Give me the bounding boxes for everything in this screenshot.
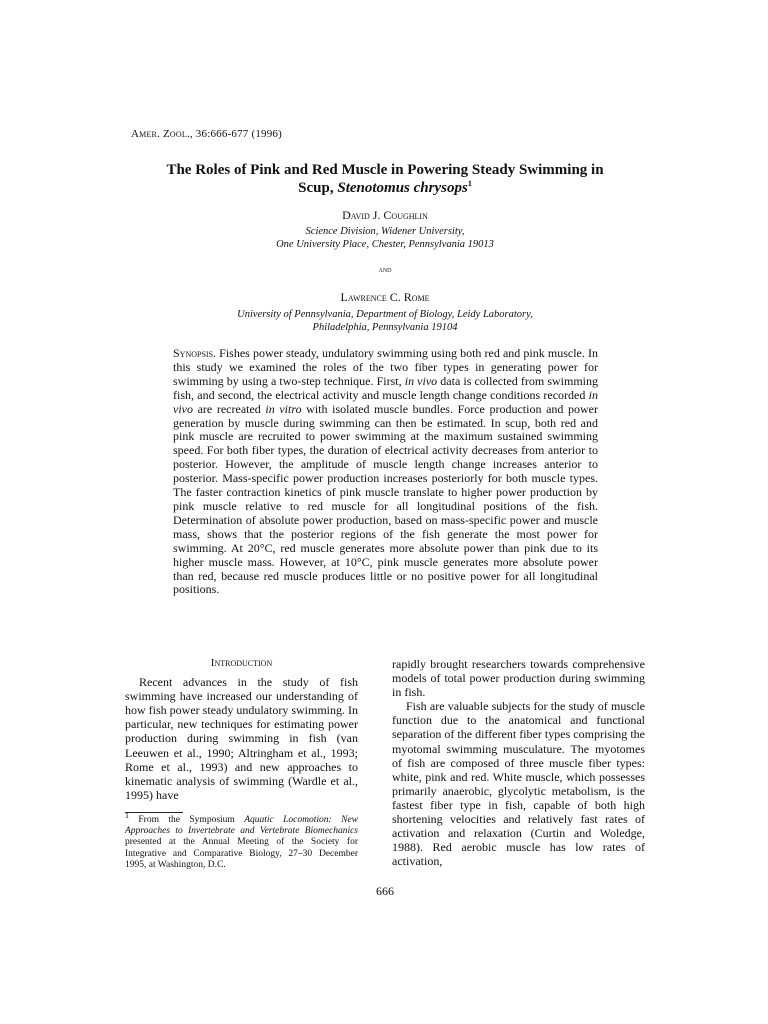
paragraph: rapidly brought researchers towards comprehensive models of total power production during swimming in fish.	[392, 657, 645, 700]
paragraph: Fish are valuable subjects for the study of muscle function due to the anatomical and functional separation of the different fiber types comprising the myotomal swimming musculature. The myotomes of fish are composed of three muscle fiber types: white, pink and red. White muscle, which possesses primarily anaerobic, glycolytic metabolism, is the fastest fiber type in fish, capable of both high shortening velocities and relatively fast rates of activation and relaxation (Curtin and Woledge, 1988). Red aerobic muscle has low rates of activation,	[392, 699, 645, 869]
synopsis-label: Synopsis.	[173, 346, 217, 360]
synopsis-italic: in vivo	[404, 373, 438, 388]
left-column	[125, 656, 358, 802]
title-species: Stenotomus chrysops	[337, 180, 468, 196]
author-affiliation	[120, 225, 650, 251]
paragraph: Recent advances in the study of fish swimming have increased our understanding of how fish power steady undulatory swimming. In particular, new techniques for estimating power production during swimming in fish (van Leeuwen et al., 1990; Altringham et al., 1993; Rome et al., 1993) and new approaches to kinematic analysis of swimming (Wardle et al., 1995) have	[125, 675, 358, 802]
synopsis-text: Fishes power steady, undulatory swimming using both red and pink muscle. In this study we examined the roles of the two fiber types in generating power for swimming by using a two-step technique. First,	[173, 346, 598, 388]
author-affiliation	[120, 308, 650, 334]
author-name: Lawrence C. Rome	[340, 290, 430, 304]
journal-reference: Amer. Zool., 36:666-677 (1996)	[131, 128, 282, 140]
synopsis-text: are recreated	[193, 401, 266, 416]
affiliation-line: One University Place, Chester, Pennsylvania 19013	[276, 239, 494, 250]
author-name: David J. Coughlin	[342, 208, 428, 222]
page-number: 666	[376, 884, 394, 898]
and-separator: and	[378, 264, 392, 274]
affiliation-line: Philadelphia, Pennsylvania 19104	[312, 322, 458, 333]
footnote-text: presented at the Annual Meeting of the Society for Integrative and Comparative Biology, 27–30 December 1995, at Washington, D.C.	[125, 837, 358, 870]
affiliation-line: Science Division, Widener University,	[305, 226, 465, 237]
title-line-1: The Roles of Pink and Red Muscle in Powering Steady Swimming in	[166, 162, 604, 178]
title-footnote-mark: 1	[467, 179, 472, 188]
synopsis-italic: in vitro	[265, 401, 302, 416]
footnote-text: From the Symposium	[129, 815, 245, 825]
synopsis	[173, 347, 598, 597]
section-heading: Introduction	[210, 657, 273, 669]
synopsis-text: with isolated muscle bundles. Force production and power generation by muscle during swimming can then be estimated. In scup, both red and pink muscle are recruited to power swimming at the maximum sustained swimming speed. For both fiber types, the duration of electrical activity decreases from anterior to posterior. However, the amplitude of muscle length change increases anterior to posterior. Mass-specific power production increases posteriorly for both muscle types. The faster contraction kinetics of pink muscle translate to higher power production by pink muscle relative to red muscle for all longitudinal positions of the fish. Determination of absolute power production, based on mass-specific power and muscle mass, shows that the posterior regions of the fish generate the most power for swimming. At 20°C, red muscle generates more absolute power than pink due to its higher muscle mass. However, at 10°C, pink muscle generates more absolute power than red, because red muscle produces little or no positive power for all longitudinal positions.	[173, 401, 598, 597]
title-line-2: Scup,	[298, 180, 338, 196]
affiliation-line: University of Pennsylvania, Department of Biology, Leidy Laboratory,	[237, 309, 533, 320]
footnote-italic: Aquatic Locomotion: New Approaches to Invertebrate and Vertebrate Biomechanics	[125, 815, 358, 837]
synopsis-italic: in vivo	[173, 387, 598, 416]
synopsis-text: data is collected from swimming fish, and second, the electrical activity and muscle length change conditions recorded	[173, 373, 599, 402]
footnote	[125, 810, 358, 871]
right-column	[392, 657, 645, 868]
article-title	[120, 161, 650, 197]
footnote-rule	[125, 812, 183, 813]
footnote-mark: 1	[125, 810, 129, 820]
